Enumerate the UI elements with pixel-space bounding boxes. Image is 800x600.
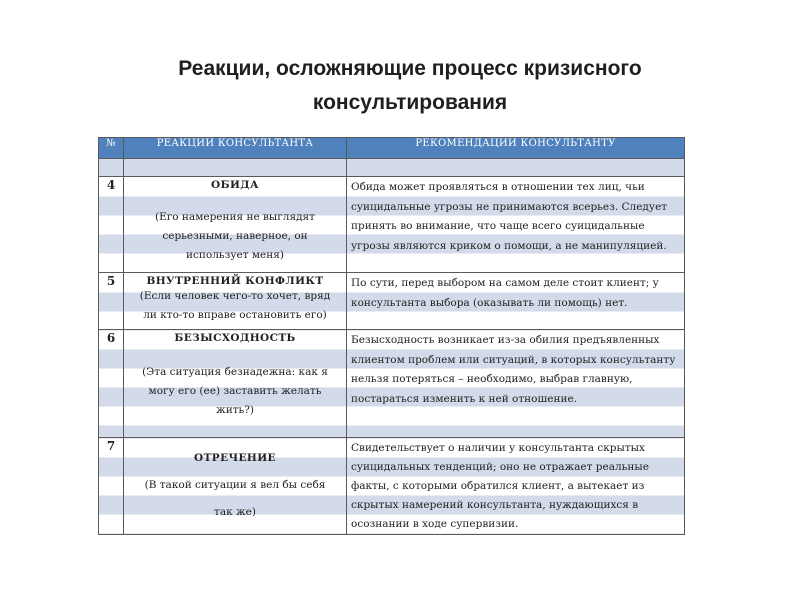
reaction-quote: (Эта ситуация безнадежна: как я могу его (ее) заставить желать жить?) (142, 366, 328, 416)
header-reactions: РЕАКЦИИ КОНСУЛЬТАНТА (124, 138, 347, 159)
reaction-quote: (В такой ситуации я вел бы себя так же) (144, 479, 326, 518)
table-row (99, 273, 685, 330)
recommendation-text: Безысходность возникает из-за обилия предъявленных клиентом проблем или ситуаций, в которых консультанту нельзя потеряться – необходимо, выбрав главную, постараться изменить к ней отношение. (351, 334, 676, 405)
row-number: 7 (106, 439, 116, 453)
title-line-1: Реакции, осложняющие процесс кризисного (178, 57, 642, 80)
reaction-name: ОБИДА (211, 179, 259, 191)
title-line-2: консультирования (312, 91, 508, 114)
reaction-quote: (Его намерения не выглядят серьезными, наверное, он использует меня) (155, 211, 315, 261)
row-number: 4 (106, 178, 116, 192)
reaction-quote: (Если человек чего-то хочет, вряд ли кто-то вправе остановить его) (139, 290, 331, 321)
table-spacer-row (99, 159, 685, 177)
table-header-row (99, 138, 685, 159)
header-recommendations: РЕКОМЕНДАЦИИ КОНСУЛЬТАНТУ (347, 138, 685, 159)
reactions-table (98, 137, 685, 535)
header-number: № (99, 138, 124, 159)
table-row (99, 438, 685, 535)
recommendation-text: Обида может проявляться в отношении тех лиц, чьи суицидальные угрозы не принимаются всерьез. Следует принять во внимание, что чаще всего суицидальные угрозы являются криком о помощи, а не манипуляцией. (351, 181, 668, 252)
reaction-name: БЕЗЫСХОДНОСТЬ (174, 332, 296, 344)
reaction-name: ВНУТРЕННИЙ КОНФЛИКТ (146, 275, 324, 287)
row-number: 6 (106, 331, 116, 345)
reaction-name: ОТРЕЧЕНИЕ (194, 452, 276, 464)
row-number: 5 (106, 274, 116, 288)
table-row (99, 177, 685, 273)
recommendation-text: Свидетельствует о наличии у консультанта скрытых суицидальных тенденций; оно не отражает реальные факты, с которыми обратился клиент, а вытекает из скрытых намерений консультанта, нуждающихся в осознании в ходе супервизии. (351, 442, 649, 530)
slide-title (100, 52, 720, 120)
recommendation-text: По сути, перед выбором на самом деле стоит клиент; у консультанта выбора (оказывать ли помощь) нет. (351, 277, 659, 309)
table-row (99, 330, 685, 438)
